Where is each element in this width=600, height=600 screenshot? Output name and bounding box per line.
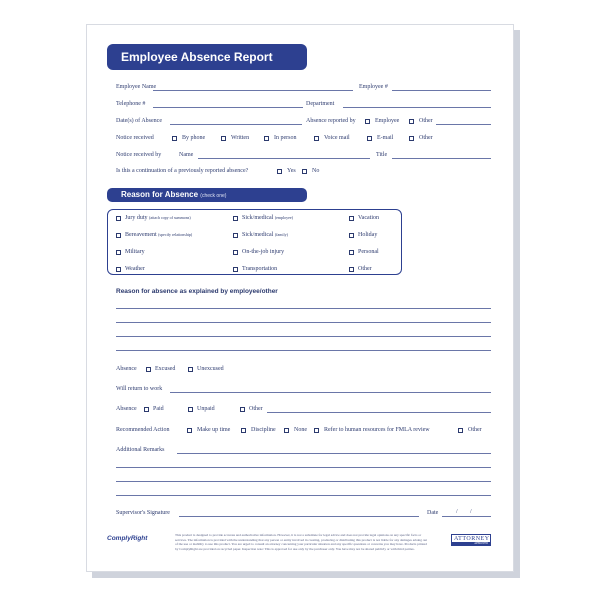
paid-other-checkbox[interactable] bbox=[240, 407, 245, 412]
paid-other-field[interactable] bbox=[267, 412, 491, 413]
paid-checkbox[interactable] bbox=[144, 407, 149, 412]
notice-email-checkbox[interactable] bbox=[367, 136, 372, 141]
date-slash-1: / bbox=[456, 509, 458, 515]
notice-by-phone-checkbox[interactable] bbox=[172, 136, 177, 141]
reason-on-the-job-injury-checkbox[interactable] bbox=[233, 250, 238, 255]
date-slash-2: / bbox=[470, 509, 472, 515]
unpaid-label: Unpaid bbox=[197, 406, 215, 412]
unexcused-checkbox[interactable] bbox=[188, 367, 193, 372]
remarks-line-1[interactable] bbox=[177, 453, 491, 454]
employee-name-field[interactable] bbox=[153, 90, 353, 91]
action-other-label: Other bbox=[468, 427, 482, 433]
reason-sick-family-checkbox[interactable] bbox=[233, 233, 238, 238]
unpaid-checkbox[interactable] bbox=[188, 407, 193, 412]
excused-checkbox[interactable] bbox=[146, 367, 151, 372]
will-return-field[interactable] bbox=[170, 392, 491, 393]
reason-vacation-label: Vacation bbox=[358, 215, 379, 221]
reason-weather-checkbox[interactable] bbox=[116, 267, 121, 272]
notice-received-by-label: Notice received by bbox=[116, 152, 162, 158]
unexcused-label: Unexcused bbox=[197, 366, 224, 372]
absence-excused-label: Absence bbox=[116, 366, 137, 372]
reason-other-label: Other bbox=[358, 266, 372, 272]
reason-sick-employee-label: Sick/medical (employee) bbox=[242, 215, 294, 221]
notice-name-field[interactable] bbox=[198, 158, 370, 159]
reason-sick-family-label: Sick/medical (family) bbox=[242, 232, 288, 238]
notice-email-label: E-mail bbox=[377, 135, 394, 141]
employee-number-field[interactable] bbox=[392, 90, 491, 91]
reason-bereavement-checkbox[interactable] bbox=[116, 233, 121, 238]
explained-line-3[interactable] bbox=[116, 336, 491, 337]
action-refer-hr-label: Refer to human resources for FMLA review bbox=[324, 427, 430, 433]
additional-remarks-label: Additional Remarks bbox=[116, 447, 165, 453]
reason-options-box bbox=[107, 209, 402, 275]
reason-transportation-checkbox[interactable] bbox=[233, 267, 238, 272]
dates-of-absence-field[interactable] bbox=[170, 124, 302, 125]
telephone-field[interactable] bbox=[153, 107, 303, 108]
form-title-bar bbox=[107, 44, 307, 70]
employee-number-label: Employee # bbox=[359, 84, 388, 90]
name-label: Name bbox=[179, 152, 194, 158]
supervisor-signature-field[interactable] bbox=[179, 516, 419, 517]
action-discipline-label: Discipline bbox=[251, 427, 276, 433]
reported-by-employee-label: Employee bbox=[375, 118, 400, 124]
reason-personal-checkbox[interactable] bbox=[349, 250, 354, 255]
remarks-line-3[interactable] bbox=[116, 481, 491, 482]
remarks-line-2[interactable] bbox=[116, 467, 491, 468]
reason-on-the-job-injury-label: On-the-job injury bbox=[242, 249, 285, 255]
excused-label: Excused bbox=[155, 366, 176, 372]
action-make-up-time-checkbox[interactable] bbox=[187, 428, 192, 433]
continuation-no-label: No bbox=[312, 168, 320, 174]
notice-written-checkbox[interactable] bbox=[221, 136, 226, 141]
complyright-logo: ComplyRight bbox=[107, 535, 148, 542]
notice-voice-mail-label: Voice mail bbox=[324, 135, 350, 141]
action-discipline-checkbox[interactable] bbox=[241, 428, 246, 433]
reason-military-checkbox[interactable] bbox=[116, 250, 121, 255]
supervisor-signature-label: Supervisor's Signature bbox=[116, 510, 170, 516]
remarks-line-4[interactable] bbox=[116, 495, 491, 496]
explained-line-4[interactable] bbox=[116, 350, 491, 351]
reason-transportation-label: Transportation bbox=[242, 266, 278, 272]
notice-in-person-checkbox[interactable] bbox=[264, 136, 269, 141]
notice-other-label: Other bbox=[419, 135, 433, 141]
notice-by-phone-label: By phone bbox=[182, 135, 206, 141]
department-label: Department bbox=[306, 101, 335, 107]
paid-other-label: Other bbox=[249, 406, 263, 412]
continuation-yes-checkbox[interactable] bbox=[277, 169, 282, 174]
continuation-no-checkbox[interactable] bbox=[302, 169, 307, 174]
reason-other-checkbox[interactable] bbox=[349, 267, 354, 272]
notice-title-field[interactable] bbox=[392, 158, 491, 159]
reason-jury-duty-label: Jury duty (attach copy of summons) bbox=[125, 215, 191, 221]
explained-line-2[interactable] bbox=[116, 322, 491, 323]
explained-line-1[interactable] bbox=[116, 308, 491, 309]
reason-weather-label: Weather bbox=[125, 266, 145, 272]
telephone-label: Telephone # bbox=[116, 101, 146, 107]
absence-reported-by-label: Absence reported by bbox=[306, 118, 356, 124]
action-make-up-time-label: Make up time bbox=[197, 427, 231, 433]
form-sheet bbox=[86, 24, 514, 572]
notice-written-label: Written bbox=[231, 135, 250, 141]
action-other-checkbox[interactable] bbox=[458, 428, 463, 433]
notice-other-checkbox[interactable] bbox=[409, 136, 414, 141]
will-return-label: Will return to work bbox=[116, 386, 163, 392]
paid-label: Paid bbox=[153, 406, 164, 412]
reason-military-label: Military bbox=[125, 249, 145, 255]
reported-by-other-field[interactable] bbox=[436, 124, 491, 125]
reason-jury-duty-checkbox[interactable] bbox=[116, 216, 121, 221]
dates-of-absence-label: Date(s) of Absence bbox=[116, 118, 162, 124]
continuation-yes-label: Yes bbox=[287, 168, 296, 174]
reason-bereavement-label: Bereavement (specify relationship) bbox=[125, 232, 193, 238]
reason-section-header bbox=[107, 188, 307, 202]
title-label: Title bbox=[376, 152, 388, 158]
department-field[interactable] bbox=[343, 107, 491, 108]
employee-name-label: Employee Name bbox=[116, 84, 157, 90]
attorney-approved-badge: ATTORNEY APPROVED bbox=[451, 534, 491, 546]
absence-paid-label: Absence bbox=[116, 406, 137, 412]
footer-disclaimer: This product is designed to provide accurate and authoritative information. However, it is not a substitute for legal advice and does not provide legal opinions on any specific facts or services. The information is provided with the understanding that any person or entity involved in creating, producing or distributing this product is not liable for any damages arising out of the use or inability to use this product. You are urged to consult an attorney concerning your particular situation and any specific questions or concerns you may have. Products printed by ComplyRight are provided on recycled paper. Inspection note: This is approved for use only by the purchaser only. You have may not be shared publicly or with third parties. bbox=[175, 533, 428, 551]
notice-received-label: Notice received bbox=[116, 135, 154, 141]
reason-vacation-checkbox[interactable] bbox=[349, 216, 354, 221]
form-title: Employee Absence Report bbox=[121, 50, 273, 64]
notice-voice-mail-checkbox[interactable] bbox=[314, 136, 319, 141]
notice-in-person-label: In person bbox=[274, 135, 297, 141]
action-none-checkbox[interactable] bbox=[284, 428, 289, 433]
continuation-question: Is this a continuation of a previously reported absence? bbox=[116, 168, 249, 174]
reason-holiday-label: Holiday bbox=[358, 232, 378, 238]
reason-sick-employee-checkbox[interactable] bbox=[233, 216, 238, 221]
date-label: Date bbox=[427, 510, 439, 516]
explained-heading: Reason for absence as explained by employee/other bbox=[116, 288, 278, 295]
reason-personal-label: Personal bbox=[358, 249, 379, 255]
reason-section-title: Reason for Absence bbox=[121, 190, 199, 199]
action-refer-hr-checkbox[interactable] bbox=[314, 428, 319, 433]
date-field[interactable] bbox=[442, 516, 491, 517]
reported-by-employee-checkbox[interactable] bbox=[365, 119, 370, 124]
reason-section-subtitle: (check one) bbox=[200, 193, 227, 199]
reported-by-other-label: Other bbox=[419, 118, 433, 124]
recommended-action-label: Recommended Action bbox=[116, 427, 170, 433]
action-none-label: None bbox=[294, 427, 307, 433]
reason-holiday-checkbox[interactable] bbox=[349, 233, 354, 238]
reported-by-other-checkbox[interactable] bbox=[409, 119, 414, 124]
